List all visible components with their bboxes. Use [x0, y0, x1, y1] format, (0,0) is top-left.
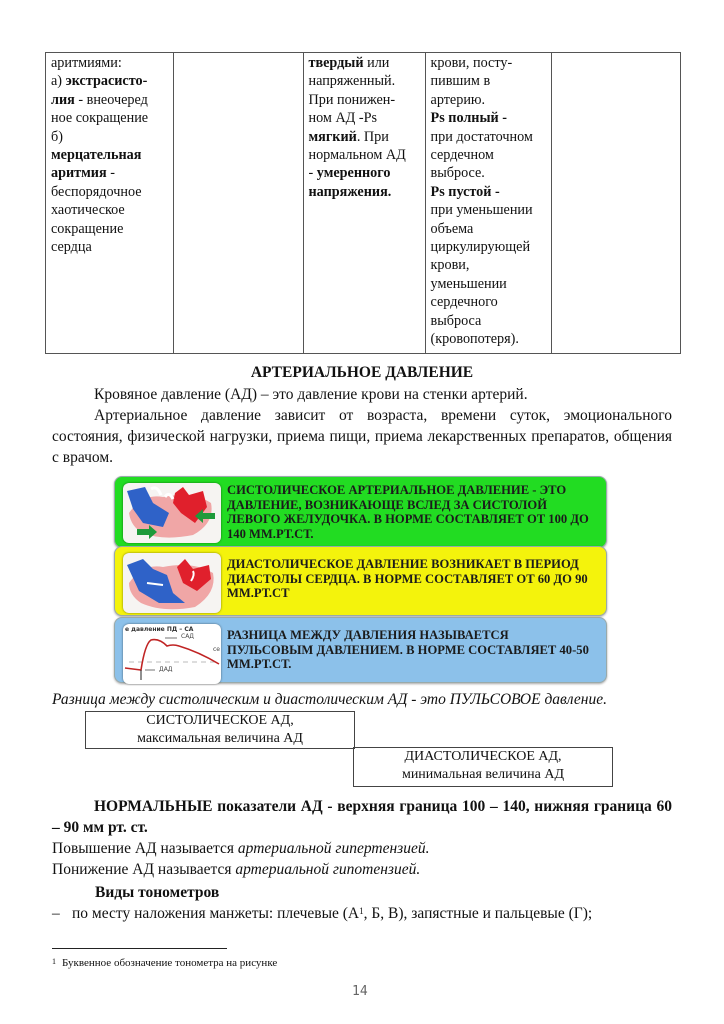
bold-term: твердый — [308, 55, 364, 71]
cell-line — [431, 220, 547, 238]
definition-paragraph: Кровяное давление (АД) – это давление крови на стенки артерий. — [94, 386, 528, 403]
hypertension-term: артериальной гипертензией. — [237, 840, 430, 857]
cell-line — [431, 330, 547, 348]
bold-term: Ps полный - — [430, 110, 508, 127]
heart-systole-image — [123, 483, 221, 543]
text-run: сердечного — [430, 294, 498, 311]
hypotension-prefix: Понижение АД называется — [52, 861, 236, 878]
cell-line — [431, 54, 547, 72]
text-run: . При — [356, 128, 389, 145]
cell-line — [431, 146, 547, 164]
tonometers-item-before: по месту наложения манжеты: плечевые (А — [72, 905, 360, 922]
text-run: при уменьшении — [430, 202, 533, 219]
bullet-dash: – — [52, 905, 60, 922]
diastolic-panel — [114, 546, 607, 616]
text-run: крови, посту- — [430, 55, 513, 71]
tonometers-item-after: , Б, В), запястные и пальцевые (Г); — [363, 905, 593, 922]
text-run: сокращение — [51, 220, 124, 237]
cell-line — [51, 201, 169, 219]
diastolic-box-title: ДИАСТОЛИЧЕСКОЕ АД, — [404, 749, 562, 764]
text-run: напряженный. — [308, 73, 396, 90]
cell-line — [309, 183, 421, 201]
cell-line — [51, 220, 169, 238]
hypertension-line — [52, 838, 672, 859]
cell-line — [431, 128, 547, 146]
footnote-reference[interactable]: 1 — [359, 906, 364, 916]
bold-term: мягкий — [308, 128, 357, 145]
cell-line — [51, 72, 169, 90]
bold-term: Ps пустой - — [430, 183, 500, 200]
section-heading: АРТЕРИАЛЬНОЕ ДАВЛЕНИЕ — [250, 364, 474, 381]
cell-line — [51, 128, 169, 146]
pulse-pressure-graph — [123, 624, 221, 684]
text-run: при достаточном — [430, 128, 533, 145]
table-cell-pulse-filling — [425, 53, 551, 354]
table-cell-empty — [174, 53, 303, 354]
tonometers-list-item — [52, 903, 692, 924]
cell-line — [309, 54, 421, 72]
diastolic-text: ДИАСТОЛИЧЕСКОЕ ДАВЛЕНИЕ ВОЗНИКАЕТ В ПЕРИОД ДИАСТОЛЫ СЕРДЦА. В НОРМЕ СОСТАВЛЯЕТ ОТ 60 ДО 90 ММ.РТ.СТ — [227, 557, 588, 601]
cell-line — [431, 91, 547, 109]
cell-line — [309, 72, 421, 90]
text-run: пившим в — [430, 73, 491, 90]
footnote-text: Буквенное обозначение тонометра на рисунке — [62, 957, 278, 969]
cell-line — [51, 146, 169, 164]
text-run: хаотическое — [51, 202, 125, 219]
tonometers-heading: Виды тонометров — [95, 884, 220, 901]
diastolic-box — [353, 747, 613, 787]
text-run: или — [363, 55, 390, 71]
table-cell-pulse-tension — [303, 53, 425, 354]
diastolic-box-subtitle: минимальная величина АД — [401, 767, 565, 782]
table-cell-empty — [551, 53, 680, 354]
pulse-pressure-text: РАЗНИЦА МЕЖДУ ДАВЛЕНИЯ НАЗЫВАЕТСЯ ПУЛЬСОВЫМ ДАВЛЕНИЕМ. В НОРМЕ СОСТАВЛЯЕТ 40-50 ММ.РТ.СТ. — [227, 628, 589, 672]
pulse-pressure-definition: Разница между систолическим и диастолическим АД - это ПУЛЬСОВОЕ давление. — [52, 691, 607, 708]
hypotension-line — [52, 859, 672, 880]
text-run: б) — [51, 128, 63, 145]
cell-line — [309, 164, 421, 182]
text-run: выбросе. — [430, 165, 485, 182]
heart-diastole-image — [123, 553, 221, 613]
bold-term: напряжения. — [308, 183, 392, 200]
text-run: сердечном — [430, 147, 494, 164]
normal-values-paragraph — [52, 796, 672, 838]
cell-line — [431, 164, 547, 182]
bold-term: лия — [51, 91, 75, 108]
table-row — [46, 53, 681, 354]
side-label: се — [213, 646, 220, 653]
footnote-mark: 1 — [52, 957, 56, 966]
cell-line — [431, 201, 547, 219]
footnote-separator — [52, 948, 227, 949]
text-run: - — [308, 165, 317, 182]
text-run: циркулирующей — [430, 239, 531, 256]
text-run: ное сокращение — [51, 110, 149, 127]
footnote — [52, 957, 277, 969]
cell-line — [51, 109, 169, 127]
text-run: При понижен- — [308, 91, 396, 108]
bold-term: умеренного — [316, 165, 391, 182]
text-run: ном АД -Ps — [308, 110, 378, 127]
hypotension-term: артериальной гипотензией. — [235, 861, 421, 878]
cell-line — [51, 238, 169, 256]
normal-caps: НОРМАЛЬНЫЕ — [94, 798, 213, 815]
text-run: (кровопотеря). — [430, 331, 519, 348]
systolic-panel — [114, 476, 607, 548]
cell-line — [431, 312, 547, 330]
cell-line — [431, 293, 547, 311]
text-run: нормальном АД — [308, 147, 406, 164]
cell-line — [309, 109, 421, 127]
bold-term: мерцательная — [51, 147, 142, 164]
systolic-box — [85, 711, 355, 749]
cell-line — [431, 109, 547, 127]
cell-line — [431, 275, 547, 293]
page-number: 14 — [352, 984, 368, 999]
text-run: крови, — [430, 257, 470, 274]
cell-line — [51, 183, 169, 201]
text-run: артерию. — [430, 91, 486, 108]
pulse-pressure-panel — [114, 617, 607, 683]
pulse-characteristics-table — [45, 52, 681, 354]
text-run: объема — [430, 220, 474, 237]
cell-line — [309, 146, 421, 164]
cell-line — [431, 72, 547, 90]
sad-label: САД — [181, 633, 194, 640]
dad-label: ДАД — [159, 666, 173, 673]
systolic-box-subtitle: максимальная величина АД — [137, 731, 303, 746]
cell-line — [431, 183, 547, 201]
text-run: выброса — [430, 312, 482, 329]
cell-line — [51, 164, 169, 182]
cell-line — [51, 91, 169, 109]
text-run: а) — [51, 73, 66, 90]
cell-line — [431, 256, 547, 274]
factors-paragraph: Артериальное давление зависит от возраста, времени суток, эмоционального состояния, физической нагрузки, приема пищи, приема лекарственных препаратов, общения с врачом. — [52, 407, 672, 466]
cell-line — [431, 238, 547, 256]
bold-term: экстрасисто- — [65, 73, 148, 90]
text-run: беспорядочное — [51, 183, 142, 200]
systolic-text: СИСТОЛИЧЕСКОЕ АРТЕРИАЛЬНОЕ ДАВЛЕНИЕ - ЭТО ДАВЛЕНИЕ, ВОЗНИКАЮЩЕ ВСЛЕД ЗА СИСТОЛОЙ ЛЕВОГО ЖЕЛУДОЧКА. В НОРМЕ СОСТАВЛЯЕТ ОТ 100 ДО 140 ММ.РТ.СТ. — [227, 483, 589, 541]
systolic-box-title: СИСТОЛИЧЕСКОЕ АД, — [146, 713, 294, 728]
cell-line — [51, 54, 169, 72]
text-run: - внеочеред — [74, 91, 148, 108]
bold-term: аритмия — [51, 165, 107, 182]
graph-title: е давление ПД – СА — [125, 626, 194, 633]
text-run: - — [106, 165, 115, 182]
cell-line — [309, 91, 421, 109]
normal-rest: показатели АД - верхняя граница 100 – 140, нижняя граница 60 – 90 мм рт. ст. — [52, 798, 672, 836]
table-cell-arrhythmia — [46, 53, 174, 354]
cell-line — [309, 128, 421, 146]
text-run: аритмиями: — [51, 55, 122, 71]
hypertension-prefix: Повышение АД называется — [52, 840, 238, 857]
text-run: сердца — [51, 239, 92, 256]
text-run: уменьшении — [430, 275, 507, 292]
